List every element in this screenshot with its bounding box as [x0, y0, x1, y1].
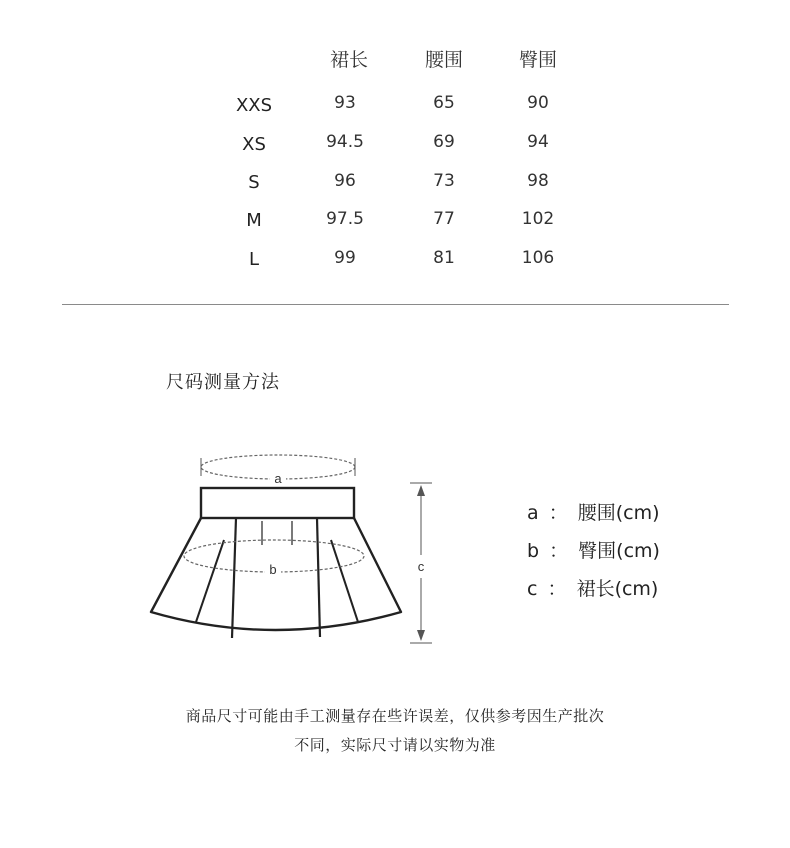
diagram-label-a: a — [274, 471, 282, 486]
table-cell: 102 — [521, 209, 555, 229]
diagram-label-b: b — [269, 562, 277, 577]
waistband — [201, 488, 354, 518]
legend-item — [527, 498, 660, 525]
size-label: M — [246, 210, 262, 231]
legend-separator: ： — [547, 578, 567, 600]
legend-key: c — [527, 578, 538, 600]
table-cell: 81 — [433, 248, 455, 268]
legend-separator: ： — [548, 502, 568, 524]
disclaimer-line-2: 不同，实际尺寸请以实物为准 — [294, 736, 496, 754]
section-divider — [62, 304, 729, 305]
pleat-line — [196, 540, 224, 622]
header-skirt-length: 裙长 — [329, 49, 368, 71]
table-cell: 98 — [527, 171, 549, 191]
table-cell: 73 — [433, 171, 455, 191]
size-label: XXS — [235, 95, 273, 116]
legend-text: 裙长(cm) — [576, 578, 659, 600]
legend-key: a — [527, 502, 539, 524]
table-cell: 106 — [521, 248, 555, 268]
pleat-line — [331, 540, 358, 622]
header-waist: 腰围 — [424, 49, 463, 71]
table-cell: 96 — [334, 171, 356, 191]
legend-text: 臀围(cm) — [578, 540, 660, 562]
table-cell: 99 — [334, 248, 356, 268]
table-cell: 69 — [433, 132, 455, 152]
skirt-diagram — [140, 445, 450, 655]
table-cell: 65 — [433, 93, 455, 113]
legend-key: b — [527, 540, 540, 562]
header-hip: 臀围 — [518, 49, 557, 71]
diagram-label-c: c — [417, 559, 425, 574]
disclaimer-line-1: 商品尺寸可能由手工测量存在些许误差，仅供参考因生产批次 — [185, 707, 605, 725]
table-cell: 94.5 — [326, 132, 364, 152]
legend-item — [527, 536, 660, 563]
arrow-up-icon — [417, 485, 425, 496]
legend-separator: ： — [549, 540, 569, 562]
size-label: L — [248, 249, 260, 270]
table-cell: 97.5 — [326, 209, 364, 229]
table-cell: 77 — [433, 209, 455, 229]
table-cell: 90 — [527, 93, 549, 113]
legend-text: 腰围(cm) — [577, 502, 660, 524]
size-label: S — [248, 172, 260, 193]
size-label: XS — [242, 134, 266, 155]
pleat-line — [232, 518, 236, 638]
table-cell: 94 — [527, 132, 549, 152]
pleat-line — [317, 518, 320, 637]
table-cell: 93 — [334, 93, 356, 113]
section-title: 尺码测量方法 — [166, 372, 280, 393]
arrow-down-icon — [417, 630, 425, 641]
legend-item — [527, 574, 658, 601]
